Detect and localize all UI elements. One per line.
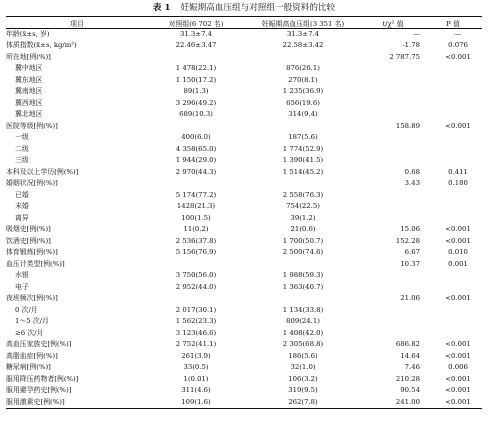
table-row bbox=[6, 213, 482, 225]
header-statistic: t/χ² 值 bbox=[362, 17, 424, 29]
table-number: 表 1 bbox=[152, 3, 171, 13]
row-label: 二级 bbox=[15, 144, 29, 153]
hypertension-value: 32(1.0) bbox=[290, 363, 316, 372]
p-value: 0.006 bbox=[448, 363, 468, 372]
row-label: 未婚 bbox=[15, 202, 29, 211]
control-value: 3 750(56.0) bbox=[175, 271, 217, 280]
row-label: 体质指数(x̄±s, kg/m²) bbox=[6, 41, 77, 50]
control-value: 31.3±7.4 bbox=[179, 30, 213, 38]
control-value: 89(1.3) bbox=[183, 87, 209, 96]
hypertension-value: 1 363(40.7) bbox=[282, 282, 324, 291]
table-row bbox=[6, 305, 482, 317]
hypertension-value: 22.58±3.42 bbox=[282, 41, 324, 50]
table-row bbox=[6, 52, 482, 64]
hypertension-value bbox=[244, 121, 362, 133]
table-row bbox=[6, 374, 482, 386]
control-value: 1428(21.3) bbox=[176, 202, 216, 211]
statistic-value: 15.06 bbox=[400, 225, 420, 234]
hypertension-value: 187(5.6) bbox=[288, 133, 318, 142]
row-label: 冀北地区 bbox=[15, 110, 43, 119]
control-value bbox=[148, 52, 244, 64]
p-value: 0.411 bbox=[448, 167, 468, 176]
table-row bbox=[6, 328, 482, 340]
row-label: 糖尿病[例(%)] bbox=[6, 363, 51, 372]
row-label: 0 次/月 bbox=[15, 305, 38, 314]
row-label: 夜班频次[例(%)] bbox=[6, 294, 58, 303]
hypertension-value: 262(7.8) bbox=[244, 397, 362, 409]
statistic-value bbox=[362, 316, 424, 328]
statistic-value bbox=[362, 282, 424, 294]
table-row bbox=[6, 236, 482, 248]
p-value: 0.180 bbox=[448, 179, 468, 188]
table-row bbox=[6, 109, 482, 121]
hypertension-value: 1 700(50.7) bbox=[282, 236, 324, 245]
table-title: 妊娠期高血压组与对照组一般资料的比较 bbox=[180, 3, 336, 13]
control-value: 3 296(49.2) bbox=[175, 98, 217, 107]
p-value bbox=[424, 213, 482, 225]
hypertension-value bbox=[244, 178, 362, 190]
hypertension-value: 1 390(41.5) bbox=[282, 156, 324, 165]
statistic-value: 0.68 bbox=[404, 167, 420, 176]
table-row bbox=[6, 201, 482, 213]
table-row bbox=[6, 397, 482, 409]
hypertension-value: 39(1.2) bbox=[290, 213, 316, 222]
table-row bbox=[6, 362, 482, 374]
row-label: 高血压家族史[例(%)] bbox=[6, 340, 72, 349]
table-row bbox=[6, 247, 482, 259]
statistic-value: 90.54 bbox=[400, 386, 420, 395]
row-label: 年龄(x̄±s, 岁) bbox=[6, 30, 50, 38]
hypertension-value: 270(8.1) bbox=[288, 75, 318, 84]
hypertension-value bbox=[244, 293, 362, 305]
row-label: 1～5 次/月 bbox=[15, 317, 49, 326]
table-caption bbox=[6, 3, 482, 16]
control-value: 5 156(76.9) bbox=[175, 248, 217, 257]
hypertension-value: 656(19.6) bbox=[286, 98, 320, 107]
table-row bbox=[6, 63, 482, 75]
table-row bbox=[6, 98, 482, 110]
statistic-value bbox=[362, 144, 424, 156]
table-row bbox=[6, 121, 482, 133]
hypertension-value: 1 774(52.9) bbox=[282, 144, 324, 153]
p-value: <0.001 bbox=[445, 121, 471, 130]
statistic-value bbox=[362, 63, 424, 75]
p-value bbox=[424, 270, 482, 282]
p-value: <0.001 bbox=[445, 52, 471, 61]
p-value: <0.001 bbox=[445, 225, 471, 234]
control-value bbox=[148, 259, 244, 271]
row-label: 婚姻状况[例(%)] bbox=[6, 179, 58, 188]
p-value: 0.076 bbox=[448, 41, 468, 50]
control-value: 1 150(17.2) bbox=[175, 75, 217, 84]
control-value bbox=[148, 121, 244, 133]
p-value bbox=[424, 63, 482, 75]
table-row bbox=[6, 339, 482, 351]
hypertension-value: 2 558(76.3) bbox=[282, 190, 324, 199]
control-value bbox=[148, 178, 244, 190]
table-row bbox=[6, 178, 482, 190]
table-row bbox=[6, 40, 482, 52]
p-value bbox=[424, 86, 482, 98]
p-value bbox=[424, 316, 482, 328]
row-label: 电子 bbox=[15, 282, 29, 291]
hypertension-value: 1 514(45.2) bbox=[282, 167, 324, 176]
statistic-value: 158.89 bbox=[395, 121, 420, 130]
row-label: 血压计类型[例(%)] bbox=[6, 259, 65, 268]
statistic-value: 686.82 bbox=[395, 340, 420, 349]
control-value: 3 123(46.6) bbox=[175, 328, 217, 337]
control-value: 2 952(44.0) bbox=[175, 282, 217, 291]
table-row bbox=[6, 224, 482, 236]
hypertension-value: 876(26.1) bbox=[286, 64, 320, 73]
statistic-value bbox=[362, 155, 424, 167]
row-label: 已婚 bbox=[15, 190, 29, 199]
statistic-value: 241.00 bbox=[362, 397, 424, 409]
hypertension-value: 31.3±7.4 bbox=[286, 30, 320, 38]
statistic-value bbox=[362, 201, 424, 213]
row-label: 医院等级[例(%)] bbox=[6, 121, 58, 130]
row-label: 所在地[例(%)] bbox=[6, 52, 51, 61]
table-header-row bbox=[6, 17, 482, 29]
hypertension-value: 106(3.2) bbox=[288, 374, 318, 383]
statistic-value: 2 787.75 bbox=[389, 52, 420, 61]
hypertension-value: 754(22.5) bbox=[286, 202, 320, 211]
p-value: <0.001 bbox=[445, 386, 471, 395]
statistic-value: 152.28 bbox=[395, 236, 420, 245]
control-value: 261(3.9) bbox=[181, 351, 211, 360]
table-row bbox=[6, 86, 482, 98]
row-label: 服用降压药物者[例(%)] bbox=[6, 374, 79, 383]
hypertension-value: 21(0.6) bbox=[290, 225, 316, 234]
hypertension-value: 2 305(68.8) bbox=[282, 340, 324, 349]
hypertension-value: 314(9.4) bbox=[288, 110, 318, 119]
table-row bbox=[6, 190, 482, 202]
row-label: ≥6 次/月 bbox=[15, 328, 44, 337]
statistic-value bbox=[362, 190, 424, 202]
statistic-value: 14.64 bbox=[400, 351, 420, 360]
p-value bbox=[424, 305, 482, 317]
p-value: — bbox=[454, 30, 462, 38]
table-row bbox=[6, 167, 482, 179]
statistic-value bbox=[362, 75, 424, 87]
p-value bbox=[424, 190, 482, 202]
row-label: 本科及以上学历[例(%)] bbox=[6, 167, 79, 176]
table-row bbox=[6, 293, 482, 305]
p-value: <0.001 bbox=[445, 374, 471, 383]
p-value bbox=[424, 109, 482, 121]
p-value: 0.001 bbox=[448, 259, 468, 268]
p-value bbox=[424, 328, 482, 340]
hypertension-value: 809(24.1) bbox=[286, 317, 320, 326]
row-label: 冀东地区 bbox=[15, 75, 43, 84]
table-body bbox=[6, 29, 482, 409]
table-row bbox=[6, 29, 482, 41]
statistic-value: 10.37 bbox=[400, 259, 420, 268]
comparison-table bbox=[6, 16, 482, 409]
control-value: 1(0.01) bbox=[183, 374, 209, 383]
table-row bbox=[6, 282, 482, 294]
statistic-value: 210.28 bbox=[395, 374, 420, 383]
header-p-value: P 值 bbox=[424, 17, 482, 29]
hypertension-value: 1 408(42.0) bbox=[282, 328, 324, 337]
p-value: <0.001 bbox=[445, 236, 471, 245]
row-label: 吸烟史[例(%)] bbox=[6, 225, 51, 234]
p-value: <0.001 bbox=[445, 294, 471, 303]
table-row bbox=[6, 385, 482, 397]
control-value: 2 536(37.8) bbox=[175, 236, 217, 245]
statistic-value: 3.43 bbox=[404, 179, 420, 188]
control-value: 2 970(44.3) bbox=[175, 167, 217, 176]
control-value: 33(0.5) bbox=[183, 363, 209, 372]
statistic-value bbox=[362, 270, 424, 282]
row-label: 冀西地区 bbox=[15, 98, 43, 107]
p-value: 0.010 bbox=[448, 248, 468, 257]
control-value: 311(4.6) bbox=[181, 386, 211, 395]
row-label: 体育锻炼[例(%)] bbox=[6, 248, 58, 257]
header-hypertension-group: 妊娠期高血压组(3 351 名) bbox=[244, 17, 362, 29]
statistic-value bbox=[362, 213, 424, 225]
row-label: 饮酒史[例(%)] bbox=[6, 236, 51, 245]
statistic-value bbox=[362, 328, 424, 340]
p-value bbox=[424, 98, 482, 110]
statistic-value: 21.06 bbox=[400, 294, 420, 303]
p-value bbox=[424, 75, 482, 87]
statistic-value: -1.78 bbox=[402, 41, 420, 50]
control-value: 1 944(29.0) bbox=[175, 156, 217, 165]
hypertension-value bbox=[244, 259, 362, 271]
statistic-value bbox=[362, 305, 424, 317]
row-label: 三级 bbox=[15, 156, 29, 165]
table-row bbox=[6, 316, 482, 328]
control-value: 1 562(23.3) bbox=[175, 317, 217, 326]
table-row bbox=[6, 155, 482, 167]
control-value: 2 017(30.1) bbox=[175, 305, 217, 314]
control-value: 11(0.2) bbox=[183, 225, 209, 234]
row-label: 冀南地区 bbox=[15, 87, 43, 96]
header-item: 项目 bbox=[6, 17, 148, 29]
row-label: 服用避孕药史[例(%)] bbox=[6, 386, 72, 395]
row-label: 一级 bbox=[15, 133, 29, 142]
table-row bbox=[6, 270, 482, 282]
header-control-group: 对照组(6 702 名) bbox=[148, 17, 244, 29]
statistic-value: 7.46 bbox=[404, 363, 420, 372]
hypertension-value: 1 134(33.8) bbox=[282, 305, 324, 314]
p-value: <0.001 bbox=[424, 397, 482, 409]
control-value: 400(6.0) bbox=[181, 133, 211, 142]
statistic-value bbox=[362, 86, 424, 98]
control-value: 100(1.5) bbox=[181, 213, 211, 222]
row-label: 冀中地区 bbox=[15, 64, 43, 73]
statistic-value bbox=[362, 132, 424, 144]
hypertension-value: 2 500(74.6) bbox=[282, 248, 324, 257]
table-row bbox=[6, 132, 482, 144]
p-value bbox=[424, 144, 482, 156]
row-label: 高脂血症[例(%)] bbox=[6, 351, 58, 360]
statistic-value: — bbox=[413, 30, 420, 38]
control-value: 22.46±3.47 bbox=[175, 41, 217, 50]
hypertension-value bbox=[244, 52, 362, 64]
p-value: <0.001 bbox=[445, 340, 471, 349]
p-value bbox=[424, 201, 482, 213]
statistic-value: 6.67 bbox=[404, 248, 420, 257]
hypertension-value: 186(5.6) bbox=[288, 351, 318, 360]
control-value: 1 478(22.1) bbox=[175, 64, 217, 73]
p-value bbox=[424, 282, 482, 294]
control-value bbox=[148, 293, 244, 305]
table-row bbox=[6, 351, 482, 363]
statistic-value bbox=[362, 109, 424, 121]
row-label: 离异 bbox=[15, 213, 29, 222]
control-value: 4 358(65.0) bbox=[175, 144, 217, 153]
control-value: 689(10.3) bbox=[179, 110, 213, 119]
table-row bbox=[6, 259, 482, 271]
statistic-value bbox=[362, 98, 424, 110]
control-value: 2 752(41.1) bbox=[175, 340, 217, 349]
p-value bbox=[424, 132, 482, 144]
table-row bbox=[6, 144, 482, 156]
hypertension-value: 1 235(36.9) bbox=[282, 87, 324, 96]
control-value: 109(1.6) bbox=[148, 397, 244, 409]
control-value: 5 174(77.2) bbox=[175, 190, 217, 199]
table-row bbox=[6, 75, 482, 87]
row-label: 服用激素史[例(%)] bbox=[6, 397, 148, 409]
hypertension-value: 1 988(59.3) bbox=[282, 271, 324, 280]
hypertension-value: 319(9.5) bbox=[288, 386, 318, 395]
p-value bbox=[424, 155, 482, 167]
p-value: <0.001 bbox=[445, 351, 471, 360]
row-label: 水银 bbox=[15, 271, 29, 280]
